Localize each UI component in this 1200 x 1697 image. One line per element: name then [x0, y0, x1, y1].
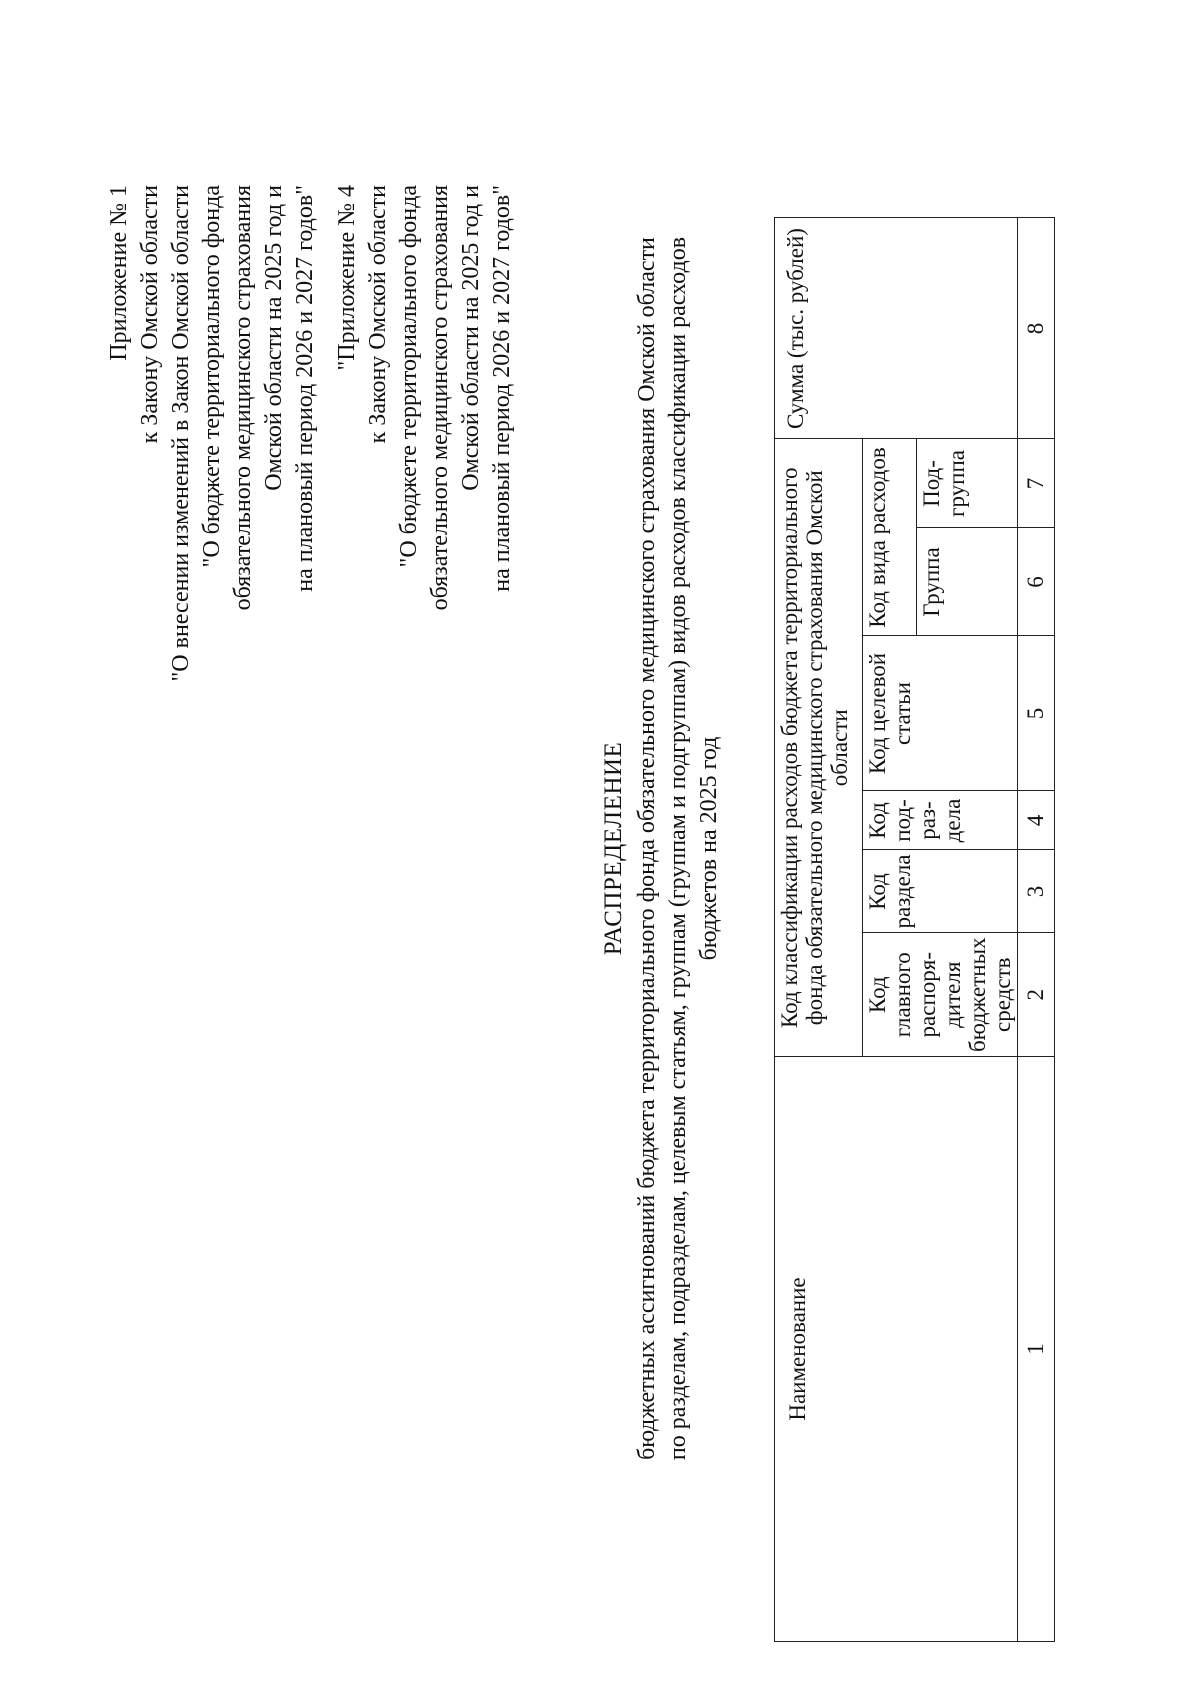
appendix-line: на плановый период 2026 и 2027 годов"	[292, 185, 318, 592]
column-number: 5	[1018, 636, 1055, 791]
column-number: 6	[1018, 528, 1055, 636]
appendix-1-header	[104, 185, 321, 682]
subtitle-line: бюджетных ассигнований бюджета территориального фонда обязательного медицинского страхования Омской области	[634, 237, 660, 1460]
column-number: 8	[1018, 218, 1055, 439]
column-number: 7	[1018, 439, 1055, 528]
budget-allocation-table	[774, 218, 1055, 1643]
column-number: 4	[1018, 791, 1055, 850]
header-classification-code: Код классификации расходов бюджета территориального фонда обязательного медицинского страхования Омской области	[775, 439, 863, 1057]
subtitle-line: бюджетов на 2025 год	[696, 736, 722, 961]
header-chief-administrator-code: Код главного распоря- дителя бюджетных средств	[863, 933, 1018, 1057]
header-subgroup: Под- группа	[917, 439, 1018, 528]
appendix-line: обязательного медицинского страхования	[230, 185, 256, 611]
column-number: 2	[1018, 933, 1055, 1057]
header-section-code: Код раздела	[863, 850, 1018, 933]
appendix-line: Омской области на 2025 год и	[458, 185, 484, 491]
header-group: Группа	[917, 528, 1018, 636]
appendix-line: обязательного медицинского страхования	[427, 185, 453, 611]
appendix-line: "Приложение № 4	[334, 185, 360, 371]
document-subtitle	[632, 50, 725, 1647]
appendix-line: на плановый период 2026 и 2027 годов"	[489, 185, 515, 592]
appendix-line: "О бюджете территориального фонда	[199, 185, 225, 568]
appendix-line: к Закону Омской области	[365, 185, 391, 444]
appendix-line: Приложение № 1	[106, 185, 132, 361]
header-amount: Сумма (тыс. рублей)	[775, 218, 1018, 439]
column-number: 1	[1018, 1057, 1055, 1642]
document-title: РАСПРЕДЕЛЕНИЕ	[600, 741, 627, 956]
column-number: 3	[1018, 850, 1055, 933]
header-target-code: Код целевой статьи	[863, 636, 1018, 791]
appendix-line: Омской области на 2025 год и	[261, 185, 287, 491]
appendix-line: "О внесении изменений в Закон Омской области	[168, 185, 194, 682]
appendix-line: "О бюджете территориального фонда	[396, 185, 422, 568]
subtitle-line: по разделам, подразделам, целевым статьям, группам (группам и подгруппам) видов расходов классификации расходов	[665, 236, 691, 1461]
header-expense-kind-code: Код вида расходов	[863, 439, 917, 636]
header-name: Наименование	[775, 1057, 1018, 1642]
appendix-line: к Закону Омской области	[137, 185, 163, 444]
header-subsection-code: Код под- раз- дела	[863, 791, 1018, 850]
appendix-4-header	[332, 185, 518, 610]
